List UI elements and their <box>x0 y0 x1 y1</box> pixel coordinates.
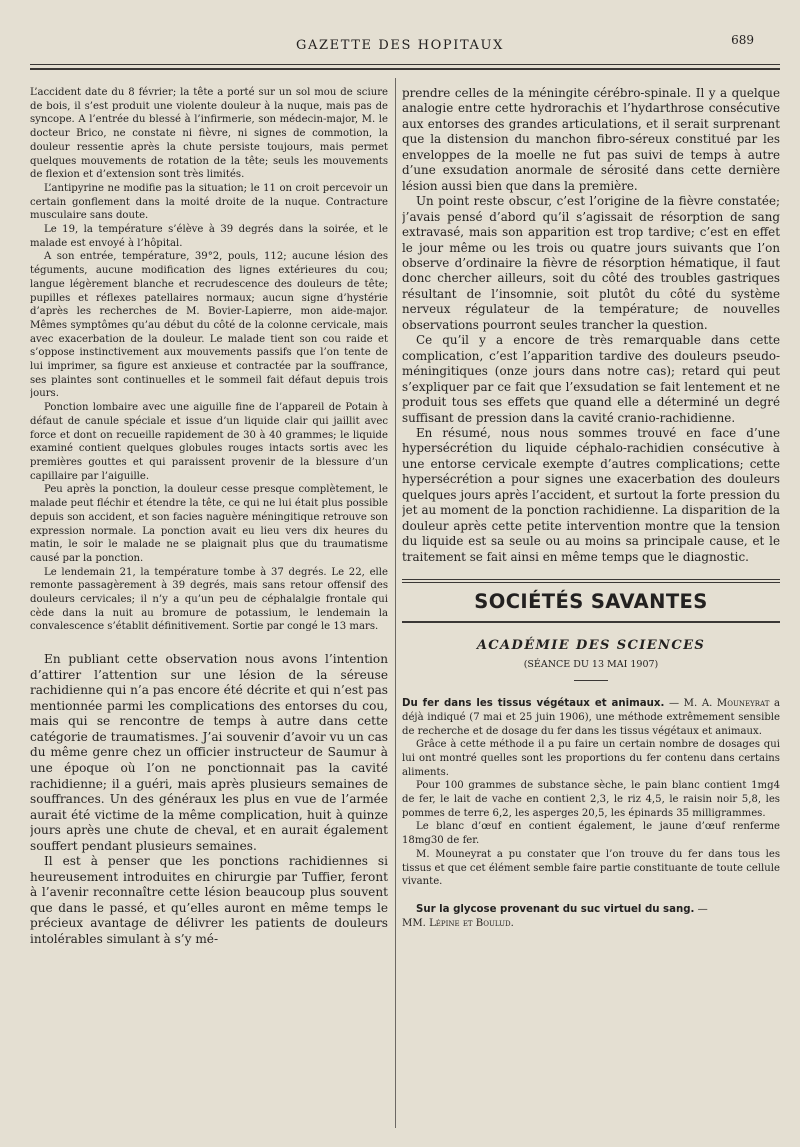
article-2-heading <box>402 903 780 930</box>
article-1-dash: — <box>664 698 684 710</box>
article-1-first-paragraph <box>402 697 780 738</box>
case-paragraph-3: Le 19, la température s’élève à 39 degrés dans la soirée, et le malade est envoyé à l’hôpital. <box>30 224 388 249</box>
conclusion-paragraph-3: Ce qu’il y a encore de très remarquable dans cette complication, c’est l’apparition tardive des douleurs pseudo-méningitiques (onze jours dans notre cas); retard qui peut s’expliquer par ce fait que l’exsudation se fait lentement et ne produit tous ses effets que quand elle a déterminé un degré suffisant de pression dans la cavité cranio-rachidienne. <box>402 333 780 425</box>
page-number: 689 <box>731 33 754 47</box>
article-1-paragraph-4: Le blanc d’œuf en contient également, le jaune d’œuf renferme 18mg30 de fer. <box>402 821 780 847</box>
commentary <box>30 652 388 947</box>
article-1-intro: a déjà indiqué (7 mai et 25 juin 1906), une méthode extrêmement sensible de recherche et de dosage du fer dans les tissus végétaux et animaux. <box>402 698 780 737</box>
article-2-dash: — <box>694 904 708 915</box>
article-1-paragraph-3: Pour 100 grammes de substance sèche, le pain blanc contient 1mg4 de fer, le lait de vache en contient 2,3, le riz 4,5, le raisin noir 5,8, les pommes de terre 6,2, les asperges 20,5, les épinards 35 milligrammes. <box>402 780 780 819</box>
case-paragraph-2: L’antipyrine ne modifie pas la situation; le 11 on croit percevoir un certain gonflement dans la moité droite de la nuque. Contracture musculaire sans doute. <box>30 182 388 222</box>
conclusion-paragraph-4: En résumé, nous nous sommes trouvé en face d’une hypersécrétion du liquide céphalo-rachidien consécutive à une entorse cervicale exempte d’autres complications; cette hypersécrétion a pour signes une exacerbation des douleurs quelques jours après l’accident, et surtout la forte pression du jet au moment de la ponction rachidienne. La disparition de la douleur après cette petite intervention montre que la tension du liquide est sa seule ou au moins sa principale cause, et le traitement se fait ainsi en même temps que le diagnostic. <box>402 425 780 564</box>
conclusion-paragraph-1: prendre celles de la méningite cérébro-spinale. Il y a quelque analogie entre cette hydrorachis et l’hydarthrose consécutive aux entorses des grandes articulations, et il serait surprenant que la distension du manchon fibro-séreux constitué par les enveloppes de la moelle ne fut pas suivi de temps à autre d’une exsudation anormale de sérosité dans cette dernière lésion aussi bien que dans la première. <box>402 86 780 193</box>
section-rule-bottom <box>402 621 780 623</box>
article-1-paragraph-2: Grâce à cette méthode il a pu faire un certain nombre de dosages qui lui ont montré quelles sont les proportions du fer contenu dans certains aliments. <box>402 739 780 778</box>
article-2-authors: MM. Lépine et Boulud. <box>402 917 514 929</box>
article-1-title: Du fer dans les tissus végétaux et animaux. <box>402 698 665 710</box>
session-date: (SÉANCE DU 13 MAI 1907) <box>523 659 659 671</box>
case-paragraph-1: L’accident date du 8 février; la tête a porté sur un sol mou de sciure de bois, il s’est produit une violente douleur à la nuque, mais pas de syncope. A l’entrée du blessé à l’infirmerie, son médecin-major, M. le docteur Brico, ne constate ni fièvre, ni signes de commotion, la douleur ressentie après la chute persiste toujours, mais permet quelques mouvements de rotation de la tête; seuls les mouvements de flexion et d’extension sont très limités. <box>30 87 388 181</box>
commentary-paragraph-2: Il est à penser que les ponctions rachidiennes si heureusement introduites en chirurgie par Tuffier, feront à l’avenir reconnaître cette lésion beaucoup plus souvent que dans le passé, et qu’elles auront en même temps le précieux avantage de délivrer les patients de douleurs intolérables simulant à s’y mé- <box>30 854 388 946</box>
conclusion-paragraph-2: Un point reste obscur, c’est l’origine de la fièvre constatée; j’avais pensé d’abord qu’il s’agissait de résorption de sang extravasé, mais son apparition est trop tardive; c’est en effet le jour même ou les trois ou quatre jours suivants que l’on observe d’ordinaire la fièvre de résorption hématique, il faut donc chercher ailleurs, soit du côté des troubles gastriques résultant de l’insomnie, soit plutôt du côté du système nerveux régulateur de la température; de nouvelles observations pourront seules trancher la question. <box>402 194 780 332</box>
conclusion <box>402 86 780 565</box>
right-column <box>402 86 780 1106</box>
section-rule-top <box>402 579 780 583</box>
commentary-paragraph-1: En publiant cette observation nous avons l’intention d’attirer l’attention sur une lésion de la séreuse rachidienne qui n’a pas encore été décrite et qui n’est pas mentionnée parmi les complications des entorses du cou, mais qui se rencontre de temps à autre dans cette catégorie de traumatismes. J’ai souvenir d’avoir vu un cas du même genre chez un officier instructeur de Saumur à une époque où l’on ne ponctionnait pas la cavité rachidienne; il a guéri, mais après plusieurs semaines de souffrances. Un des généraux les plus en vue de l’armée aurait été victime de la même complication, huit à quinze jours après une chute de cheval, et en aurait également souffert pendant plusieurs semaines. <box>30 652 388 853</box>
case-paragraph-7: Le lendemain 21, la température tombe à 37 degrés. Le 22, elle remonte passagèrement à 39 degrés, mais sans retour offensif des douleurs cervicales; il n’y a qu’un peu de céphalalgie frontale qui cède dans la nuit au bromure de potassium, le lendemain la convalescence s’établit définitivement. Sortie par congé le 13 mars. <box>30 566 388 633</box>
left-column <box>30 86 388 1111</box>
session-rule <box>574 680 608 681</box>
header-rule-bottom <box>30 68 780 70</box>
case-paragraph-6: Peu après la ponction, la douleur cesse presque complètement, le malade peut fléchir et étendre la tête, ce qui ne lui était plus possible depuis son accident, et son facies naguère méningitique retrouve son expression normale. La ponction avait eu lieu vers dix heures du matin, le soir le malade ne se plaignait plus que du traumatisme causé par la ponction. <box>30 484 388 564</box>
article-1-paragraph-5: M. Mouneyrat a pu constater que l’on trouve du fer dans tous les tissus et que cet élément semble faire partie constituante de toute cellule vivante. <box>402 848 780 888</box>
column-divider <box>395 78 396 1128</box>
running-head: GAZETTE DES HOPITAUX <box>296 38 504 53</box>
header-rule-top <box>30 64 780 65</box>
case-paragraph-4: A son entrée, température, 39°2, pouls, 112; aucune lésion des téguments, aucune modification des lignes extérieures du cou; langue légèrement blanche et recrudescence des douleurs de tête; pupilles et réflexes patellaires normaux; aucun signe d’hystérie d’après les recherches de M. Bovier-Lapierre, mon aide-major. Mêmes symptômes qu’au début du côté de la colonne cervicale, mais avec exacerbation de la douleur. Le malade tient son cou raide et s’oppose instinctivement aux mouvements passifs que l’on tente de lui imprimer, sa figure est anxieuse et contractée par la souffrance, ses plaintes sont continuelles et le sommeil fait défaut depuis trois jours. <box>30 251 388 400</box>
article-1-author: M. A. Mouneyrat <box>683 698 770 710</box>
article-2-title: Sur la glycose provenant du suc virtuel du sang. <box>416 904 695 915</box>
case-paragraph-5: Ponction lombaire avec une aiguille fine de l’appareil de Potain à défaut de canule spéciale et issue d’un liquide clair qui jaillit avec force et dont on recueille rapidement de 30 à 40 grammes; le liquide examiné contient quelques globules rouges intacts sortis avec les premières gouttes et qui paraissent provenir de la blessure d’un capillaire par l’aiguille. <box>30 402 388 482</box>
academy-title: ACADÉMIE DES SCIENCES <box>476 637 706 653</box>
section-title: SOCIÉTÉS SAVANTES <box>474 590 708 614</box>
